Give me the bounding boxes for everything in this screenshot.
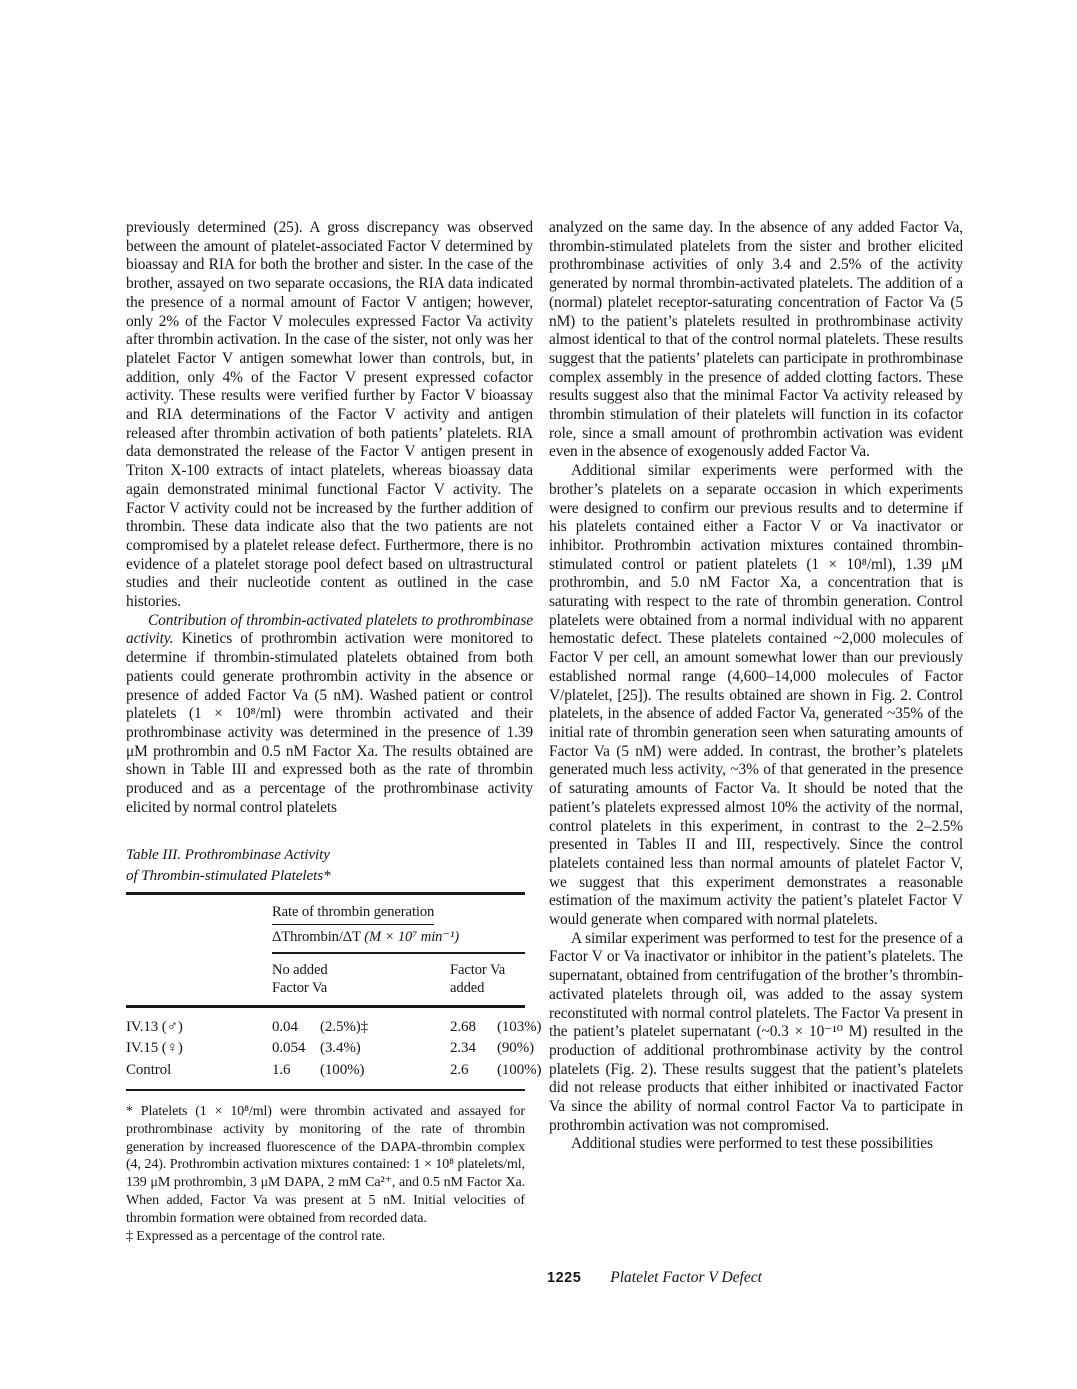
- cell-percent: (3.4%): [320, 1040, 361, 1056]
- body-paragraph: Additional studies were performed to test these possibilities: [571, 1135, 933, 1153]
- body-text: Kinetics of prothrombin activation were monitored to determine if thrombin-stimulated platelets obtained from both patients could generate prothrombin activity in the absence or presence of added Factor Va (5 nM). Washed patient or control platelets (1 × 10⁸/ml) were thrombin activated and their prothrombinase activity was determined in the presence of 1.39 μM prothrombin and 0.5 nM Factor Xa. The results obtained are shown in Table III and expressed both as the rate of thrombin produced and as a percentage of the prothrombinase activity elicited by normal control platelets: [126, 630, 533, 816]
- column-header-line: Factor Va: [272, 979, 328, 996]
- column-header-no-added-factor-va: [272, 961, 450, 997]
- cell-percent: (100%): [320, 1061, 365, 1078]
- right-column: [549, 219, 963, 1154]
- units-prefix: ΔThrombin/ΔT: [272, 928, 365, 945]
- cell-value: 1.6: [272, 1061, 291, 1078]
- column-header-factor-va-added: [450, 961, 525, 997]
- section-lead-italic: Contribution of thrombin-activated platelets to prothrombinase activity.: [126, 611, 533, 648]
- table-body: [126, 1008, 542, 1090]
- cell-value: 2.34: [450, 1040, 476, 1056]
- table-prothrombinase-activity: [126, 844, 542, 1246]
- table-footnotes: [126, 1103, 525, 1245]
- cell-percent: (100%): [497, 1061, 542, 1078]
- footnote-asterisk: * Platelets (1 × 10⁸/ml) were thrombin activated and assayed for prothrombinase activity by monitoring of the rate of thrombin generation by increased fluorescence of the DAPA-thrombin complex (4, 24). Prothrombin activation mixtures contained: 1 × 10⁸ platelets/ml, 139 μM prothrombin, 3 μM DAPA, 2 mM Ca²⁺, and 0.5 nM Factor Xa. When added, Factor Va was present at 5 nM. Initial velocities of thrombin formation were obtained from recorded data.: [126, 1104, 525, 1226]
- column-header-line: added: [450, 979, 485, 996]
- table-header-spacer: [126, 895, 272, 952]
- table-row: [126, 1038, 534, 1060]
- column-group-units: [272, 925, 525, 952]
- body-paragraph: [126, 612, 533, 818]
- body-paragraph: A similar experiment was performed to test for the presence of a Factor V or Va inactivator or inhibitor in the patient’s platelets. The supernatant, obtained from centrifugation of the brother’s thrombin-activated platelets through oil, was added to the assay system reconstituted with normal control platelets. The Factor Va present in the patient’s platelet supernatant (~0.3 × 10⁻¹⁰ M) resulted in the production of additional prothrombinase activity by the control platelets (Fig. 2). These results suggest that the patient’s platelets did not release products that either inhibited or inactivated Factor Va since the ability of normal control Factor Va to participate in prothrombin activation was not compromised.: [549, 929, 963, 1134]
- row-label: IV.15 (♀): [126, 1040, 183, 1056]
- body-paragraph: analyzed on the same day. In the absence of any added Factor Va, thrombin-stimulated platelets from the sister and brother elicited prothrombinase activities of only 3.4 and 2.5% of the activity generated by normal thrombin-activated platelets. The addition of a (normal) platelet receptor-saturating concentration of Factor Va (5 nM) to the patient’s platelets resulted in prothrombinase activity almost identical to that of the control normal platelets. These results suggest that the patients’ platelets can participate in prothrombinase complex assembly in the presence of added clotting factors. These results suggest also that the minimal Factor Va activity released by thrombin stimulation of their platelets will function in its cofactor role, since a small amount of prothrombin activation was evident even in the absence of exogenously added Factor Va.: [549, 219, 963, 461]
- cell-value: 0.04: [272, 1018, 298, 1035]
- cell-value: 2.6: [450, 1061, 469, 1078]
- table-rule-bottom: [126, 1089, 525, 1091]
- body-paragraph: Additional similar experiments were performed with the brother’s platelets on a separate occasion in which experiments were designed to confirm our previous results and to determine if his platelets contained either a Factor V or Va inactivator or inhibitor. Prothrombin activation mixtures contained thrombin-stimulated control or patient platelets (1 × 10⁸/ml), 1.39 μM prothrombin, and 5.0 nM Factor Xa, a concentration that is saturating with respect to the rate of thrombin generation. Control platelets were obtained from a normal individual with no apparent hemostatic defect. These platelets contained ~2,000 molecules of Factor V per cell, an amount somewhat lower than our previously established normal range (4,600–14,000 molecules of Factor V/platelet, [25]). The results obtained are shown in Fig. 2. Control platelets, in the absence of added Factor Va, generated ~35% of the initial rate of thrombin generation seen when saturating amounts of Factor Va (5 nM) were added. In contrast, the brother’s platelets generated much less activity, ~3% of that generated in the presence of saturating amounts of Factor Va. It should be noted that the patient’s platelets expressed almost 10% the activity of the normal, control platelets in this experiment, in contrast to the 2–2.5% presented in Tables II and III, respectively. Since the control platelets contained less than normal amounts of platelet Factor V, we suggest that this experiment demonstrates a reasonable estimation of the maximum activity the patient’s platelet Factor V would generate when compared with normal platelets.: [549, 462, 963, 929]
- row-label: IV.13 (♂): [126, 1018, 183, 1035]
- table-column-headers: [126, 954, 525, 1005]
- cell-percent: (90%): [497, 1040, 534, 1056]
- table-caption: [126, 844, 525, 886]
- page-number: 1225: [547, 1270, 582, 1286]
- table-caption-line: Table III. Prothrombinase Activity: [126, 845, 330, 863]
- row-label-column-spacer: [126, 961, 272, 997]
- cell-value: 0.054: [272, 1040, 306, 1056]
- table-row: [126, 1060, 542, 1082]
- table-row: [126, 1017, 542, 1039]
- table-caption-line: of Thrombin-stimulated Platelets*: [126, 866, 331, 884]
- footnote-double-dagger: ‡ Expressed as a percentage of the control rate.: [126, 1228, 386, 1244]
- cell-value: 2.68: [450, 1018, 476, 1035]
- column-header-line: Factor Va: [450, 961, 506, 978]
- cell-percent: (2.5%)‡: [320, 1018, 369, 1035]
- column-header-line: No added: [272, 961, 328, 978]
- page-footer: [547, 1269, 762, 1287]
- body-paragraph: previously determined (25). A gross discrepancy was observed between the amount of platelet-associated Factor V determined by bioassay and RIA for both the brother and sister. In the case of the brother, assayed on two separate occasions, the RIA data indicated the presence of a normal amount of Factor V antigen; however, only 2% of the Factor V molecules expressed Factor Va activity after thrombin activation. In the case of the sister, not only was her platelet Factor V antigen somewhat lower than controls, but, in addition, only 4% of the Factor V present expressed cofactor activity. These results were verified further by Factor V bioassay and RIA determinations of the Factor V activity and antigen released after thrombin activation of both patients’ platelets. RIA data demonstrated the release of the Factor V antigen present in Triton X-100 extracts of intact platelets, whereas bioassay data again demonstrated minimal functional Factor V activity. The Factor V activity could not be increased by the further addition of thrombin. These data indicate also that the two patients are not compromised by a platelet release defect. Furthermore, there is no evidence of a platelet storage pool defect based on ultrastructural studies and their nucleotide content as outlined in the case histories.: [126, 219, 533, 611]
- left-column: [126, 219, 542, 1245]
- cell-percent: (103%): [497, 1018, 542, 1035]
- column-group-header: Rate of thrombin generation: [272, 904, 434, 925]
- running-title: Platelet Factor V Defect: [610, 1269, 762, 1286]
- units-italic: (M × 10⁷ min⁻¹): [364, 928, 460, 945]
- row-label: Control: [126, 1061, 172, 1078]
- table-header-group: [272, 895, 525, 952]
- table-header: [126, 895, 525, 952]
